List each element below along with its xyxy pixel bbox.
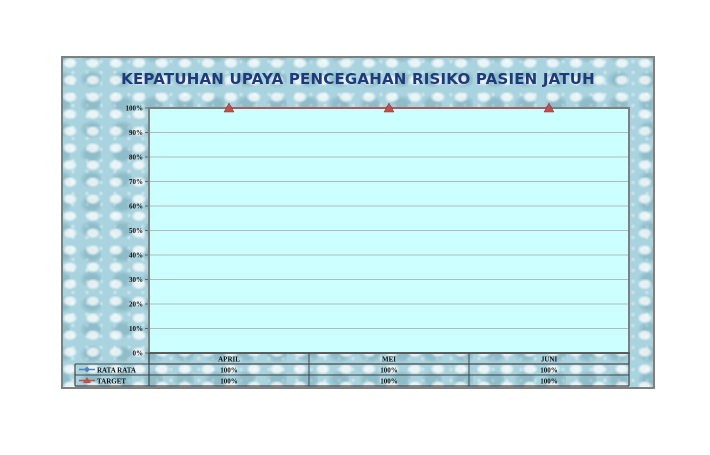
category-label: JUNI [540, 355, 558, 364]
y-tick-label: 50% [129, 227, 143, 235]
y-tick-label: 0% [132, 349, 143, 358]
y-tick-label: 20% [129, 300, 143, 309]
data-table-value: 100% [540, 377, 558, 386]
y-tick-label: 90% [129, 129, 143, 137]
chart-title: KEPATUHAN UPAYA PENCEGAHAN RISIKO PASIEN JATUH [121, 70, 595, 88]
y-tick-label: 10% [129, 325, 143, 333]
legend-key-marker [84, 367, 90, 373]
category-label: MEI [382, 355, 396, 364]
y-tick-label: 70% [129, 178, 143, 186]
data-table-value: 100% [540, 366, 558, 375]
y-tick-label: 60% [129, 202, 143, 211]
data-table-value: 100% [380, 366, 398, 375]
data-table-value: 100% [220, 377, 238, 386]
data-table-value: 100% [220, 366, 238, 375]
legend-series-name: RATA RATA [97, 366, 136, 375]
y-tick-label: 80% [129, 153, 143, 162]
legend-series-name: TARGET [97, 377, 127, 386]
category-label: APRIL [218, 355, 240, 364]
y-tick-label: 100% [125, 104, 143, 113]
y-tick-label: 40% [129, 251, 143, 260]
y-tick-label: 30% [129, 276, 143, 284]
data-table-value: 100% [380, 377, 398, 386]
